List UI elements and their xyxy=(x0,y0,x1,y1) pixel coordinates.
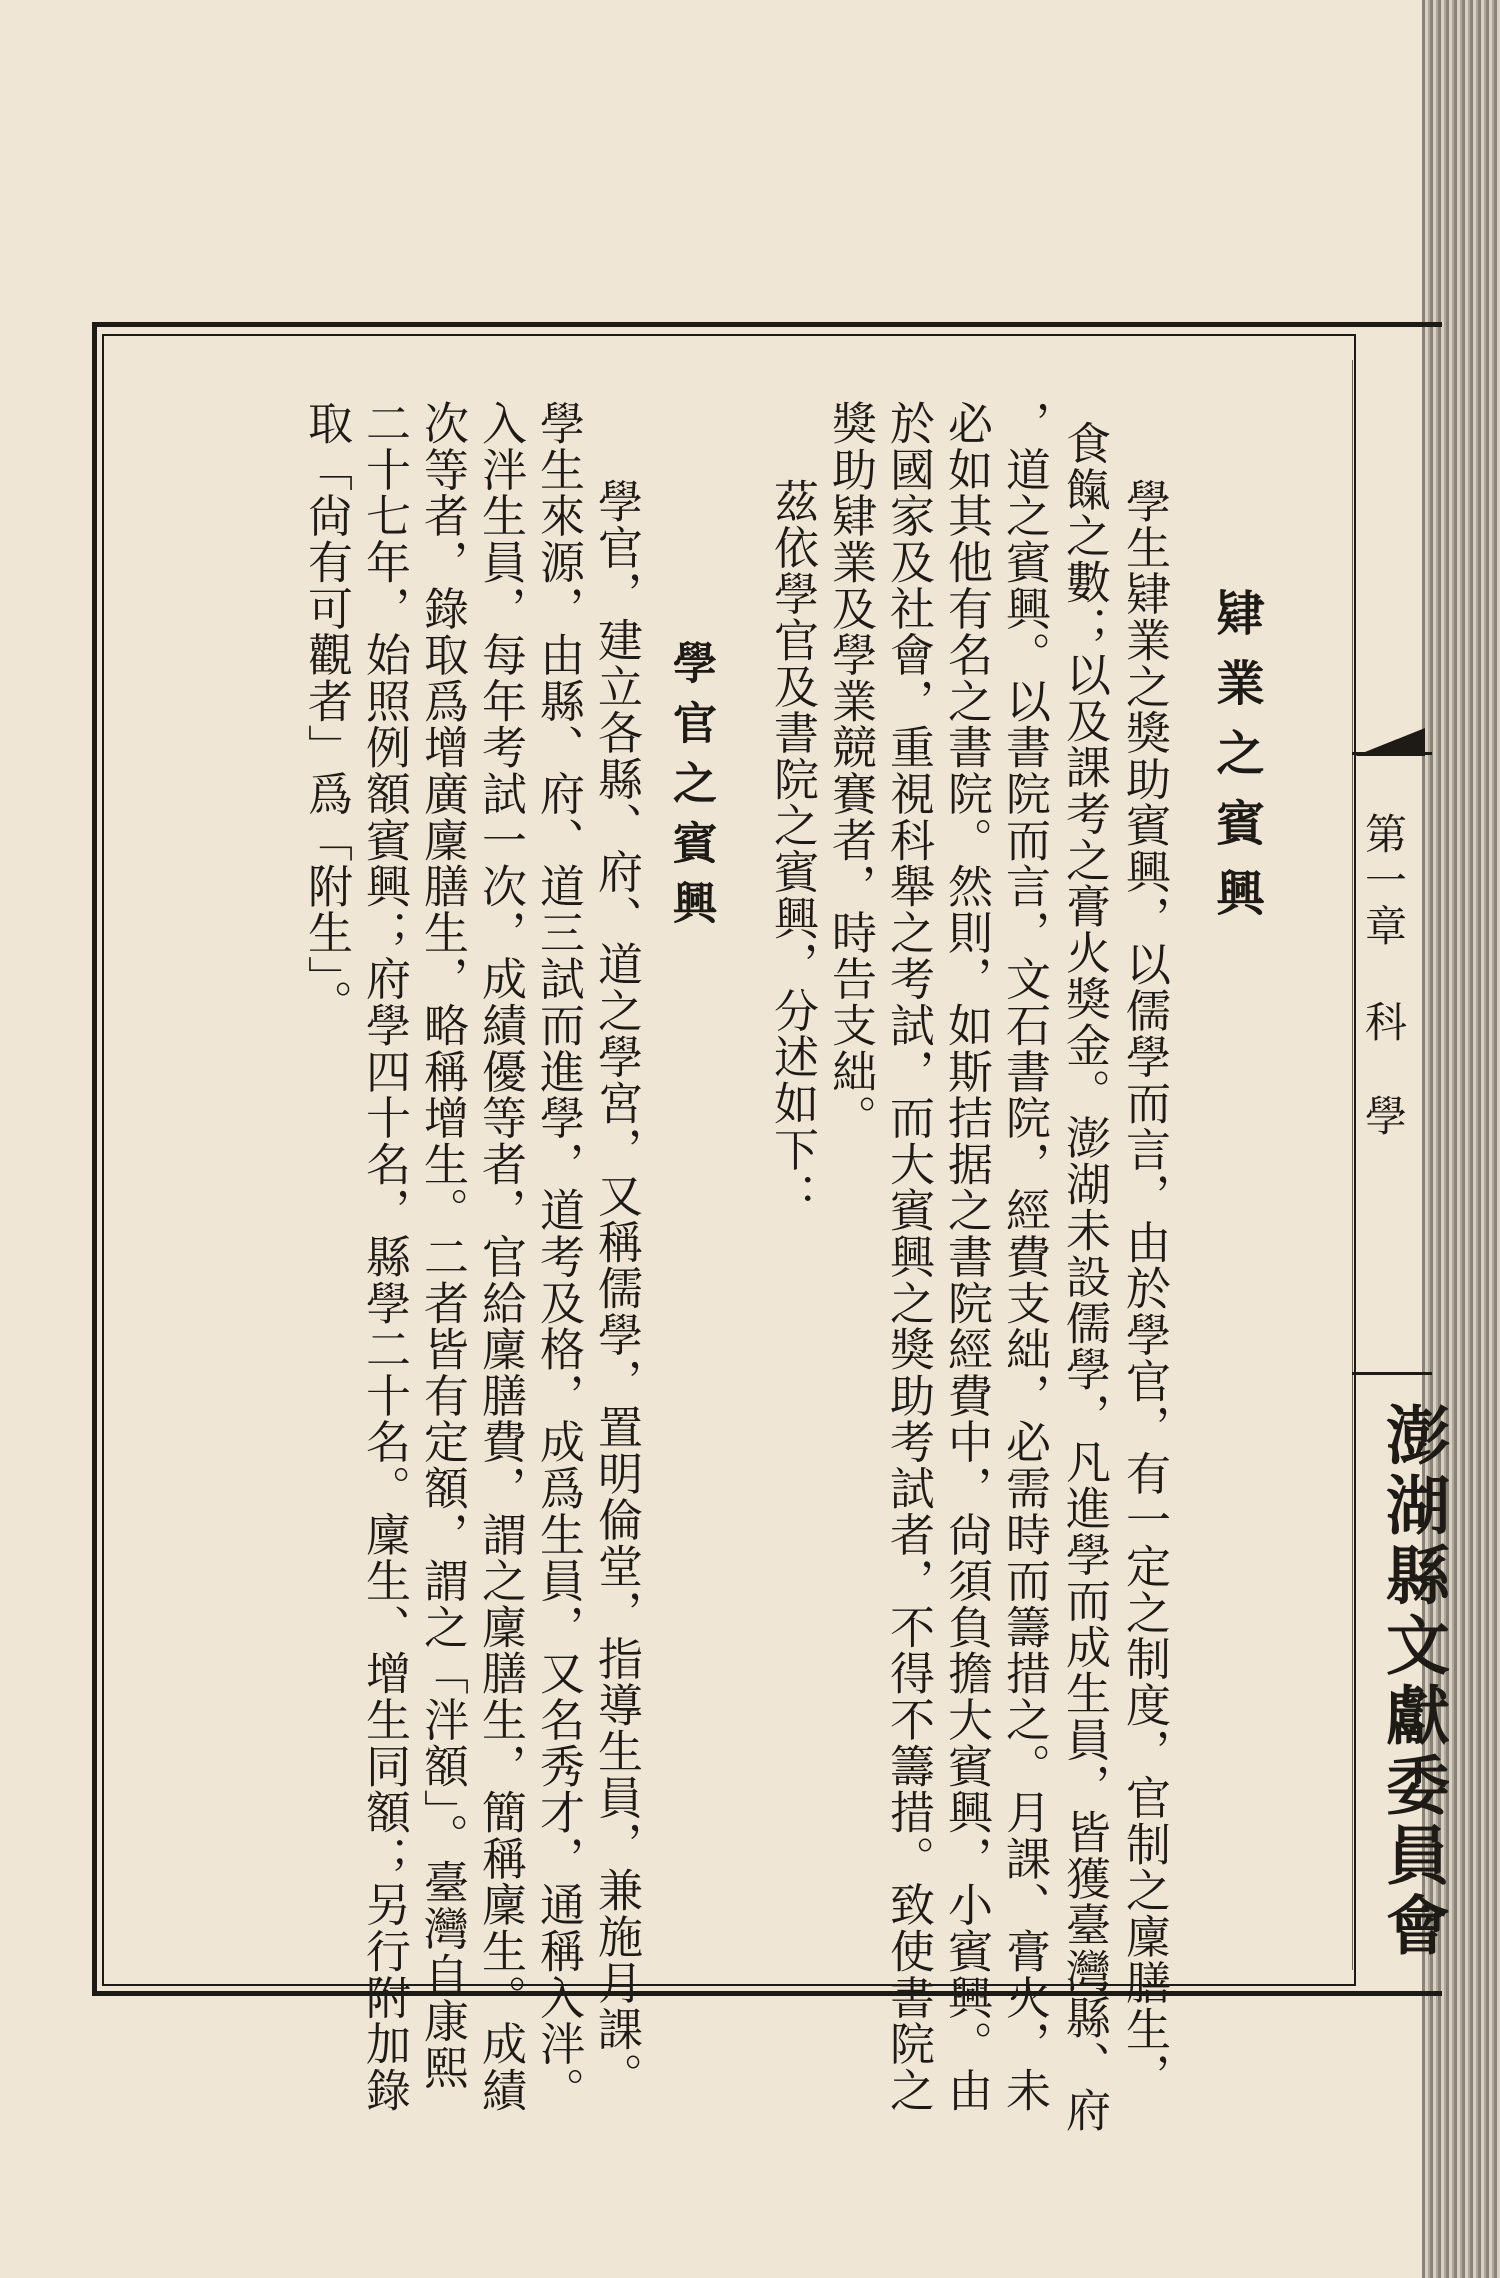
intro-line-3: ，道之賓興。以書院而言，文石書院，經費支絀，必需時而籌措之。月課、膏火，未 xyxy=(998,400,1051,2114)
margin-divider xyxy=(1352,360,1353,1970)
intro-line-2: 食餼之數；以及課考之膏火獎金。澎湖未設儒學，凡進學而成生員，皆獲臺灣縣、府 xyxy=(1058,420,1111,2134)
intro-line-7: 茲依學官及書院之賓興，分述如下： xyxy=(766,478,819,1219)
intro-line-6: 獎助肄業及學業競賽者，時告支絀。 xyxy=(824,400,877,1141)
subsection-title: 學官之賓興 xyxy=(665,640,716,940)
margin-rule-bottom xyxy=(1352,1372,1432,1375)
intro-line-1: 學生肄業之獎助賓興，以儒學而言，由於學官，有一定之制度，官制之廩膳生， xyxy=(1118,478,1171,2099)
body-line-2: 學生來源，由縣、府、道三試而進學，道考及格，成爲生員，又名秀才，通稱入泮。 xyxy=(532,400,585,2114)
section-title: 肄業之賓興 xyxy=(1208,588,1264,938)
intro-line-4: 必如其他有名之書院。然則，如斯拮据之書院經費中，尙須負擔大賓興，小賓興。由 xyxy=(940,400,993,2114)
body-line-5: 二十七年，始照例額賓興；府學四十名，縣學二十名。廩生、增生同額；另行附加錄 xyxy=(358,400,411,2114)
intro-line-5: 於國家及社會，重視科舉之考試，而大賓興之獎助考試者，不得不籌措。致使書院之 xyxy=(882,400,935,2114)
margin-rule-top xyxy=(1352,752,1432,755)
chapter-topic: 科學 xyxy=(1359,1000,1408,1188)
body-line-3: 入泮生員，每年考試一次，成績優等者，官給廩膳費，謂之廩膳生，簡稱廩生。成績 xyxy=(474,400,527,2114)
body-line-4: 次等者，錄取爲增廣廩膳生，略稱增生。二者皆有定額，謂之「泮額」。臺灣自康熙 xyxy=(416,400,469,2091)
publisher-name: 澎湖縣文獻委員會 xyxy=(1375,1402,1450,1962)
body-line-6: 取「尙有可觀者」爲「附生」。 xyxy=(300,400,353,1026)
chapter-label: 第一章 xyxy=(1359,812,1408,950)
body-line-1: 學官，建立各縣、府、道之學宮，又稱儒學，置明倫堂，指導生員，兼施月課。 xyxy=(590,478,643,2099)
